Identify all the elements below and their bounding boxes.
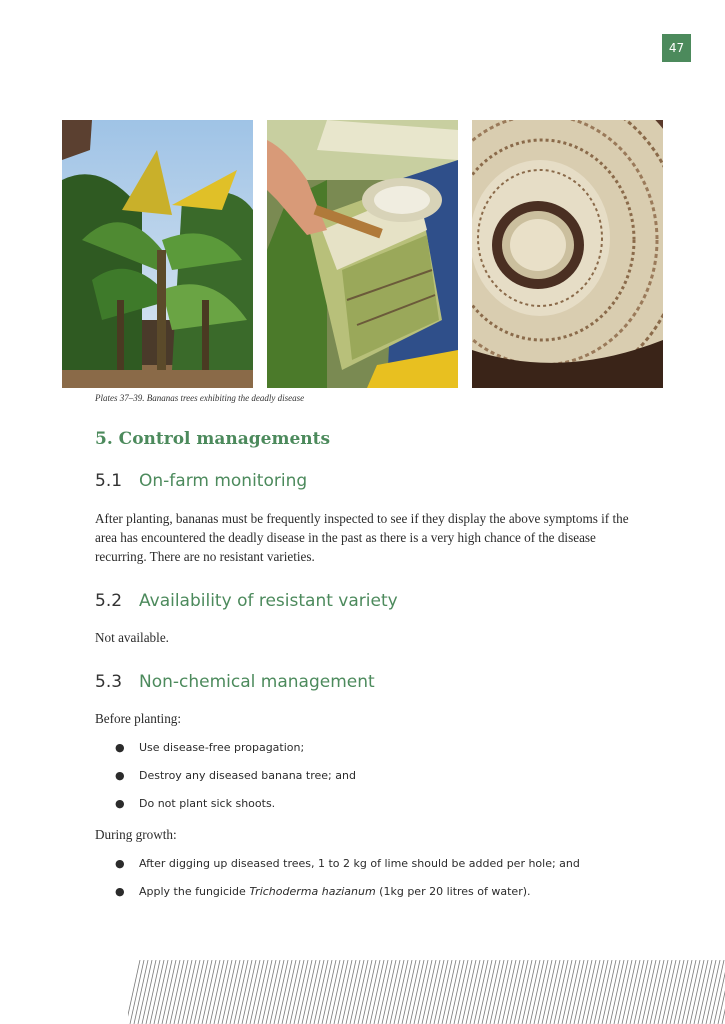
during-growth-list [95,857,580,913]
subsection-number: 5.1 [95,471,123,491]
banana-tree-image [62,120,253,388]
fungicide-name: Trichoderma hazianum [249,885,376,898]
banana-tree-plate [62,120,253,388]
cut-pseudostem-image [267,120,458,388]
list-item: ● Use disease-free propagation; [115,741,305,754]
decorative-stripes [128,960,725,1024]
cut-pseudostem-plate [267,120,458,388]
cross-section-plate [472,120,663,388]
list-item: ● Apply the fungicide Trichoderma hazianum (1kg per 20 litres of water). [115,885,531,898]
before-planting-list [95,741,356,825]
subsection-heading-5-2 [95,591,398,611]
list-item: ● Destroy any diseased banana tree; and [115,769,356,782]
section-title: 5. Control managements [95,429,331,449]
page-number: 47 [662,34,691,62]
cross-section-image [472,120,663,388]
subsection-heading-5-1 [95,471,307,491]
subsection-heading-5-3 [95,672,375,692]
list-item: ● Do not plant sick shoots. [115,797,276,810]
during-growth-label: During growth: [95,827,177,842]
subsection-title: Availability of resistant variety [139,591,398,611]
subsection-title: Non-chemical management [139,672,375,692]
before-planting-label: Before planting: [95,711,182,726]
monitoring-paragraph: After planting, bananas must be frequently inspected to see if they display the above symptoms if the area has encountered the deadly disease in the past as there is a very high chance of the disease recurring. There are no resistant varieties. [95,511,629,564]
subsection-number: 5.3 [95,672,123,692]
subsection-number: 5.2 [95,591,123,611]
subsection-title: On-farm monitoring [139,471,308,491]
resistant-variety-paragraph: Not available. [95,630,169,645]
list-item: ● After digging up diseased trees, 1 to 2 kg of lime should be added per hole; and [115,857,580,870]
plates-caption: Plates 37–39. Bananas trees exhibiting the deadly disease [95,393,305,403]
